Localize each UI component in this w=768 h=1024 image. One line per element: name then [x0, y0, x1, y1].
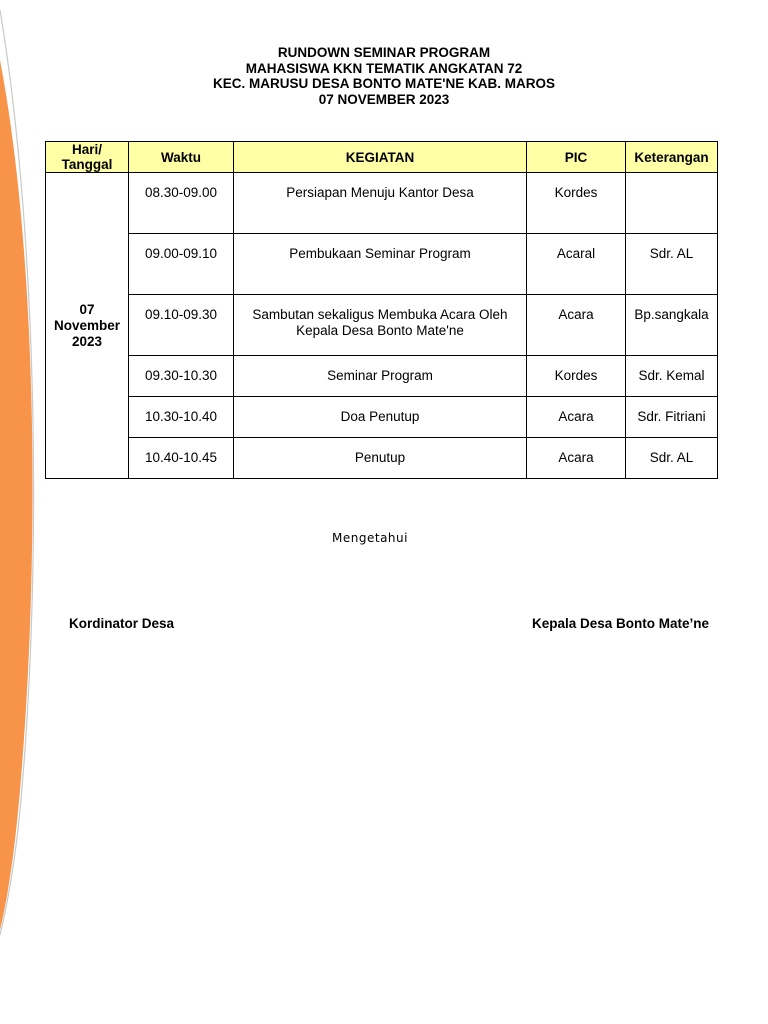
note-cell: Sdr. Kemal: [626, 356, 718, 397]
pic-cell: Kordes: [527, 356, 626, 397]
left-signer-title: Kordinator Desa: [69, 616, 175, 631]
date-year: 2023: [71, 333, 103, 349]
pic-cell: Acara: [527, 397, 626, 438]
activity-cell: Seminar Program: [234, 356, 527, 397]
activity-cell: Pembukaan Seminar Program: [234, 234, 527, 295]
right-signer-title: Kepala Desa Bonto Mate’ne: [531, 616, 709, 631]
title-line-1: RUNDOWN SEMINAR PROGRAM: [277, 45, 491, 60]
date-day: 07: [79, 301, 95, 317]
table-header-row: [46, 142, 718, 173]
table-row: [46, 356, 718, 397]
date-month: November: [53, 317, 121, 333]
pic-cell: Acaral: [527, 234, 626, 295]
pic-cell: Kordes: [527, 173, 626, 234]
activity-cell: Penutup: [234, 438, 527, 479]
column-header-pic: PIC: [527, 142, 626, 173]
time-cell: 09.00-09.10: [129, 234, 234, 295]
table-row: [46, 438, 718, 479]
date-cell: [46, 173, 129, 479]
table-row: [46, 173, 718, 234]
side-decoration: [0, 0, 40, 1024]
activity-cell: Persiapan Menuju Kantor Desa: [234, 173, 527, 234]
title-line-3: KEC. MARUSU DESA BONTO MATE'NE KAB. MAROS: [213, 76, 555, 91]
time-cell: 09.30-10.30: [129, 356, 234, 397]
table-row: [46, 295, 718, 356]
time-cell: 10.30-10.40: [129, 397, 234, 438]
orange-arc-shape: [0, 60, 33, 930]
document-title: [0, 45, 768, 107]
activity-cell: Sambutan sekaligus Membuka Acara Oleh Kepala Desa Bonto Mate'ne: [234, 295, 527, 356]
title-line-2: MAHASISWA KKN TEMATIK ANGKATAN 72: [245, 60, 523, 76]
time-cell: 09.10-09.30: [129, 295, 234, 356]
note-cell: Sdr. AL: [626, 438, 718, 479]
acknowledgement-label: Mengetahui: [332, 531, 408, 545]
note-cell: [626, 173, 718, 234]
title-line-4: 07 NOVEMBER 2023: [318, 91, 450, 107]
time-cell: 08.30-09.00: [129, 173, 234, 234]
time-cell: 10.40-10.45: [129, 438, 234, 479]
pic-cell: Acara: [527, 438, 626, 479]
column-header-note: Keterangan: [626, 142, 718, 173]
column-header-time: Waktu: [129, 142, 234, 173]
table-row: [46, 234, 718, 295]
column-header-activity: KEGIATAN: [234, 142, 527, 173]
column-header-date: Hari/ Tanggal: [46, 142, 129, 173]
activity-cell: Doa Penutup: [234, 397, 527, 438]
pic-cell: Acara: [527, 295, 626, 356]
rundown-table: [45, 141, 718, 479]
note-cell: Bp.sangkala: [626, 295, 718, 356]
note-cell: Sdr. Fitriani: [626, 397, 718, 438]
table-row: [46, 397, 718, 438]
note-cell: Sdr. AL: [626, 234, 718, 295]
